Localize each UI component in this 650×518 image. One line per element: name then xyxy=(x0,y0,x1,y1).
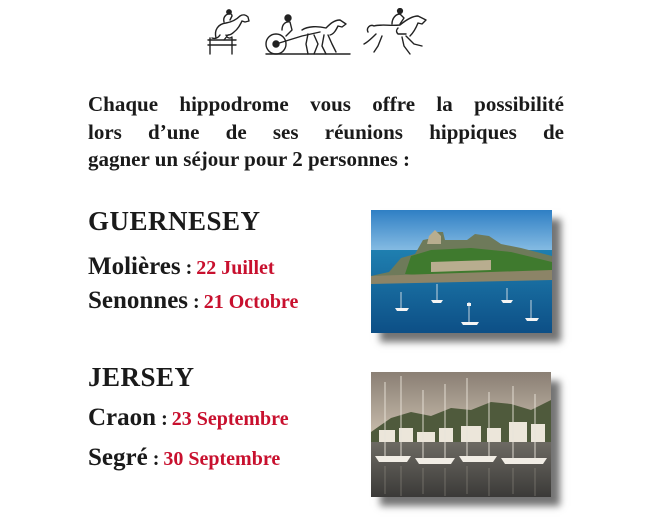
event-separator: : xyxy=(152,448,160,470)
event-date: 23 Septembre xyxy=(171,408,289,430)
event-row xyxy=(88,404,289,432)
guernesey-castle-harbour-photo xyxy=(371,210,552,333)
section-title-guernesey: GUERNESEY xyxy=(88,206,261,236)
event-date: 21 Octobre xyxy=(203,291,299,313)
event-venue: Segré xyxy=(88,444,148,471)
horse-icons-header xyxy=(200,8,460,64)
event-separator: : xyxy=(185,257,193,279)
intro-line-1: Chaque hippodrome vous offre la possibilité xyxy=(88,92,564,116)
intro-line-2: lors d’une de ses réunions hippiques de xyxy=(88,119,564,144)
galloping-horse-icon xyxy=(362,8,434,58)
event-venue: Craon xyxy=(88,404,157,431)
intro-line-3: gagner un séjour pour 2 personnes : xyxy=(88,147,411,171)
event-separator: : xyxy=(193,291,200,313)
event-date: 22 Juillet xyxy=(196,257,275,279)
harness-racing-sulky-icon xyxy=(262,8,354,58)
event-date: 30 Septembre xyxy=(163,448,281,470)
event-row xyxy=(88,444,280,472)
jersey-harbour-photo xyxy=(371,372,551,497)
section-title-jersey: JERSEY xyxy=(88,362,195,392)
event-row xyxy=(88,287,298,315)
event-venue: Molières xyxy=(88,253,181,280)
intro-paragraph xyxy=(88,91,564,174)
event-venue: Senonnes xyxy=(88,287,189,314)
event-row xyxy=(88,253,275,281)
show-jumping-icon xyxy=(202,8,258,58)
event-separator: : xyxy=(161,408,168,430)
